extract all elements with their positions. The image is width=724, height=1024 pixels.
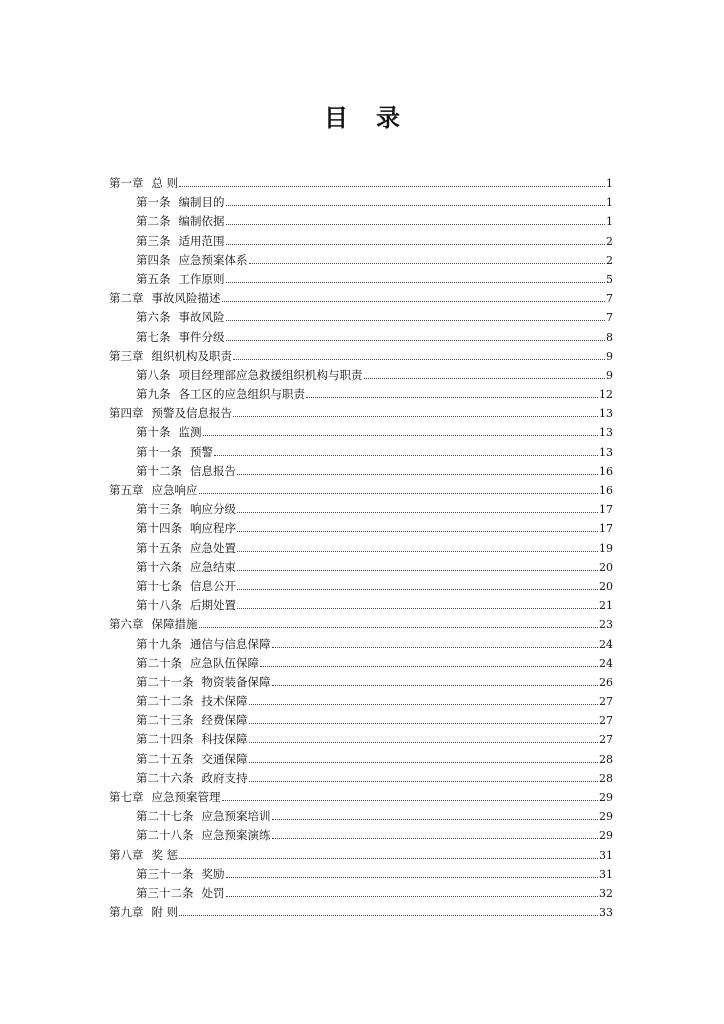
toc-article-entry[interactable] <box>109 423 613 442</box>
toc-entry-number: 第一章 <box>109 176 144 190</box>
toc-page-number: 2 <box>606 253 613 267</box>
toc-entry-label <box>136 558 236 577</box>
dot-leader <box>226 196 606 206</box>
toc-page-number: 9 <box>606 349 613 363</box>
dot-leader <box>179 849 598 859</box>
toc-entry-text: 项目经理部应急救援组织机构与职责 <box>178 367 363 382</box>
toc-article-entry[interactable] <box>109 596 613 615</box>
toc-page-number: 2 <box>606 234 613 248</box>
toc-page-number: 24 <box>599 637 613 651</box>
toc-entry-label <box>109 615 198 634</box>
toc-entry-text: 预警 <box>190 444 213 459</box>
toc-article-entry[interactable] <box>109 730 613 749</box>
toc-entry-label <box>136 769 248 788</box>
toc-article-entry[interactable] <box>109 673 613 692</box>
toc-entry-text: 监测 <box>178 425 202 440</box>
toc-entry-number: 第十二条 <box>136 463 182 478</box>
toc-entry-number: 第十五条 <box>136 540 182 555</box>
toc-entry-number: 第三章 <box>109 348 144 363</box>
dot-leader <box>249 753 599 763</box>
toc-chapter-entry[interactable] <box>109 174 613 193</box>
toc-article-entry[interactable] <box>109 328 613 347</box>
dot-leader <box>179 177 605 187</box>
dot-leader <box>249 714 599 724</box>
toc-page-number: 29 <box>599 791 613 804</box>
toc-entry-label <box>136 385 305 404</box>
toc-entry-number: 第二十一条 <box>136 674 194 689</box>
toc-entry-number: 第十九条 <box>136 636 182 651</box>
toc-page-number: 7 <box>606 311 613 325</box>
toc-entry-label <box>136 807 271 826</box>
toc-chapter-entry[interactable] <box>109 788 613 807</box>
toc-article-entry[interactable] <box>109 366 613 385</box>
toc-entry-text: 经费保障 <box>201 713 248 728</box>
toc-entry-number: 第十一条 <box>136 444 182 459</box>
table-of-contents <box>109 174 613 922</box>
toc-page-number: 1 <box>606 196 613 210</box>
toc-entry-text: 事件分级 <box>178 329 225 344</box>
toc-entry-number: 第三十二条 <box>136 885 194 900</box>
toc-page-number: 32 <box>599 886 613 900</box>
dot-leader <box>237 503 598 513</box>
toc-entry-number: 第十八条 <box>136 598 182 613</box>
toc-chapter-entry[interactable] <box>109 846 613 865</box>
toc-entry-label <box>136 865 225 884</box>
toc-entry-number: 第二十四条 <box>136 732 194 747</box>
toc-article-entry[interactable] <box>109 635 613 654</box>
toc-article-entry[interactable] <box>109 577 613 596</box>
toc-entry-text: 奖 惩 <box>151 847 179 862</box>
toc-entry-number: 第十条 <box>136 425 171 440</box>
toc-entry-label <box>136 232 225 251</box>
dot-leader <box>237 561 598 571</box>
toc-entry-text: 保障措施 <box>151 617 198 632</box>
toc-entry-text: 各工区的应急组织与职责 <box>178 387 305 402</box>
toc-page-number: 17 <box>599 522 613 536</box>
toc-article-entry[interactable] <box>109 251 613 270</box>
toc-entry-number: 第二十三条 <box>136 713 194 728</box>
toc-entry-label <box>136 730 248 749</box>
dot-leader <box>237 542 598 552</box>
toc-page-number: 31 <box>599 867 613 881</box>
toc-entry-number: 第三条 <box>136 233 171 248</box>
toc-entry-text: 信息报告 <box>190 463 236 478</box>
toc-entry-text: 科技保障 <box>201 732 248 747</box>
toc-entry-text: 附 则 <box>151 905 179 920</box>
toc-article-entry[interactable] <box>109 750 613 769</box>
toc-article-entry[interactable] <box>109 385 613 404</box>
toc-entry-text: 应急预案演练 <box>201 828 271 843</box>
dot-leader <box>272 638 599 648</box>
toc-page-number: 27 <box>599 714 613 728</box>
toc-entry-label <box>109 481 198 500</box>
toc-entry-number: 第九条 <box>136 387 171 402</box>
toc-entry-number: 第六章 <box>109 617 144 632</box>
toc-page-number: 20 <box>599 579 613 593</box>
toc-entry-number: 第二十条 <box>136 655 182 670</box>
toc-entry-label <box>136 270 225 289</box>
toc-article-entry[interactable] <box>109 443 613 462</box>
toc-entry-number: 第二十八条 <box>136 828 194 843</box>
toc-page-number: 27 <box>599 695 613 709</box>
toc-entry-label <box>109 404 232 423</box>
toc-page-number: 33 <box>599 906 613 920</box>
toc-article-entry[interactable] <box>109 232 613 251</box>
dot-leader <box>272 829 599 839</box>
toc-entry-text: 信息公开 <box>190 578 236 593</box>
toc-entry-text: 应急预案管理 <box>151 790 221 804</box>
dot-leader <box>226 235 606 245</box>
toc-entry-text: 物资装备保障 <box>201 674 271 689</box>
toc-article-entry[interactable] <box>109 519 613 538</box>
dot-leader <box>203 426 599 436</box>
toc-chapter-entry[interactable] <box>109 903 613 922</box>
toc-entry-number: 第七章 <box>109 790 144 804</box>
toc-entry-text: 技术保障 <box>201 694 248 709</box>
toc-entry-text: 应急处置 <box>190 540 236 555</box>
toc-entry-label <box>136 539 236 558</box>
toc-page-number: 5 <box>606 272 613 286</box>
toc-entry-label <box>136 423 202 442</box>
toc-entry-text: 应急队伍保障 <box>190 655 259 670</box>
toc-article-entry[interactable] <box>109 462 613 481</box>
dot-leader <box>249 772 599 782</box>
toc-entry-label <box>136 635 271 654</box>
toc-page-number: 28 <box>599 771 613 785</box>
toc-entry-label <box>109 289 221 308</box>
toc-article-entry[interactable] <box>109 769 613 788</box>
toc-entry-label <box>136 443 213 462</box>
toc-entry-label <box>109 788 221 807</box>
toc-entry-text: 奖励 <box>201 866 225 881</box>
toc-entry-label <box>136 750 248 769</box>
toc-entry-number: 第六条 <box>136 310 171 325</box>
toc-article-entry[interactable] <box>109 500 613 519</box>
toc-entry-number: 第十四条 <box>136 521 182 536</box>
toc-entry-number: 第十七条 <box>136 578 182 593</box>
toc-page-number: 29 <box>599 810 613 824</box>
toc-entry-text: 工作原则 <box>178 271 225 286</box>
toc-article-entry[interactable] <box>109 865 613 884</box>
toc-entry-text: 响应程序 <box>190 521 236 536</box>
toc-page-number: 19 <box>599 541 613 555</box>
toc-page-number: 20 <box>599 560 613 574</box>
toc-entry-label <box>136 462 236 481</box>
dot-leader <box>226 215 606 225</box>
dot-leader <box>199 618 599 628</box>
dot-leader <box>306 388 598 398</box>
page-title <box>0 98 724 133</box>
toc-page-number: 1 <box>606 215 613 229</box>
toc-entry-text: 适用范围 <box>178 233 225 248</box>
toc-entry-label <box>136 308 225 327</box>
dot-leader <box>226 887 599 897</box>
toc-page-number: 13 <box>599 407 613 421</box>
toc-article-entry[interactable] <box>109 711 613 730</box>
toc-article-entry[interactable] <box>109 539 613 558</box>
toc-page-number: 21 <box>599 599 613 613</box>
toc-entry-text: 事故风险描述 <box>151 291 221 306</box>
toc-entry-number: 第二十二条 <box>136 694 194 709</box>
toc-chapter-entry[interactable] <box>109 347 613 366</box>
toc-chapter-entry[interactable] <box>109 481 613 500</box>
dot-leader <box>199 484 599 494</box>
dot-leader <box>226 311 606 321</box>
toc-page-number: 13 <box>599 445 613 459</box>
toc-entry-text: 应急预案体系 <box>178 252 248 267</box>
toc-entry-text: 总 则 <box>151 176 179 190</box>
dot-leader <box>260 657 598 667</box>
dot-leader <box>226 331 606 341</box>
toc-entry-label <box>109 846 178 865</box>
dot-leader <box>233 350 605 360</box>
toc-chapter-entry[interactable] <box>109 615 613 634</box>
toc-article-entry[interactable] <box>109 308 613 327</box>
toc-entry-label <box>136 577 236 596</box>
toc-article-entry[interactable] <box>109 193 613 212</box>
toc-page-number: 23 <box>599 618 613 632</box>
toc-entry-label <box>136 328 225 347</box>
toc-page-number: 16 <box>599 484 613 497</box>
toc-entry-number: 第四章 <box>109 406 144 421</box>
toc-entry-label <box>109 174 178 193</box>
toc-page-number: 9 <box>606 368 613 382</box>
toc-entry-label <box>136 500 236 519</box>
toc-entry-text: 事故风险 <box>178 310 225 325</box>
toc-page-number: 8 <box>606 330 613 344</box>
toc-page-number: 12 <box>599 388 613 402</box>
dot-leader <box>214 446 598 456</box>
toc-entry-number: 第三十一条 <box>136 866 194 881</box>
toc-article-entry[interactable] <box>109 692 613 711</box>
dot-leader <box>237 465 598 475</box>
toc-entry-number: 第八章 <box>109 847 144 862</box>
toc-entry-text: 后期处置 <box>190 598 236 613</box>
toc-page-number: 27 <box>599 733 613 747</box>
toc-entry-label <box>136 692 248 711</box>
toc-page-number: 31 <box>599 848 613 862</box>
toc-page-number: 13 <box>599 426 613 440</box>
dot-leader <box>364 369 606 379</box>
dot-leader <box>222 292 606 302</box>
toc-entry-text: 应急结束 <box>190 559 236 574</box>
toc-entry-number: 第五章 <box>109 483 144 497</box>
toc-entry-label <box>136 193 225 212</box>
toc-entry-label <box>136 884 225 903</box>
toc-entry-label <box>136 711 248 730</box>
toc-page-number: 1 <box>606 177 613 190</box>
toc-article-entry[interactable] <box>109 807 613 826</box>
toc-entry-text: 预警及信息报告 <box>151 406 232 421</box>
toc-article-entry[interactable] <box>109 212 613 231</box>
toc-entry-number: 第九章 <box>109 905 144 920</box>
toc-page-number: 17 <box>599 503 613 517</box>
dot-leader <box>179 906 598 916</box>
toc-entry-number: 第八条 <box>136 367 171 382</box>
toc-entry-label <box>136 519 236 538</box>
toc-entry-number: 第二十六条 <box>136 770 194 785</box>
toc-entry-text: 响应分级 <box>190 502 236 517</box>
toc-entry-text: 处罚 <box>201 885 225 900</box>
dot-leader <box>226 273 606 283</box>
toc-entry-label <box>109 347 232 366</box>
dot-leader <box>272 810 599 820</box>
dot-leader <box>237 580 598 590</box>
toc-page-number: 28 <box>599 752 613 766</box>
toc-page-number: 24 <box>599 656 613 670</box>
toc-entry-label <box>136 251 248 270</box>
toc-entry-number: 第二条 <box>136 214 171 229</box>
title-char-1: 目 <box>324 104 348 132</box>
dot-leader <box>249 695 599 705</box>
toc-entry-number: 第七条 <box>136 329 171 344</box>
title-char-2: 录 <box>376 104 400 132</box>
toc-entry-text: 编制依据 <box>178 214 225 229</box>
toc-entry-label <box>136 212 225 231</box>
toc-article-entry[interactable] <box>109 270 613 289</box>
toc-article-entry[interactable] <box>109 826 613 845</box>
toc-page-number: 7 <box>606 292 613 306</box>
toc-article-entry[interactable] <box>109 654 613 673</box>
toc-entry-text: 组织机构及职责 <box>151 348 232 363</box>
toc-entry-number: 第二章 <box>109 291 144 306</box>
toc-entry-number: 第十三条 <box>136 502 182 517</box>
toc-chapter-entry[interactable] <box>109 404 613 423</box>
toc-article-entry[interactable] <box>109 558 613 577</box>
toc-entry-text: 通信与信息保障 <box>190 636 271 651</box>
toc-page-number: 16 <box>599 464 613 478</box>
toc-entry-text: 应急预案培训 <box>201 809 271 824</box>
toc-entry-label <box>136 654 259 673</box>
toc-entry-number: 第十六条 <box>136 559 182 574</box>
toc-entry-text: 政府支持 <box>201 770 248 785</box>
toc-article-entry[interactable] <box>109 884 613 903</box>
toc-entry-number: 第一条 <box>136 195 171 210</box>
toc-page-number: 26 <box>599 675 613 689</box>
dot-leader <box>222 791 599 801</box>
dot-leader <box>272 676 599 686</box>
toc-entry-number: 第四条 <box>136 252 171 267</box>
toc-entry-text: 交通保障 <box>201 751 248 766</box>
toc-entry-number: 第二十七条 <box>136 809 194 824</box>
toc-entry-label <box>136 366 363 385</box>
toc-entry-number: 第五条 <box>136 271 171 286</box>
dot-leader <box>237 522 598 532</box>
dot-leader <box>226 868 599 878</box>
toc-entry-label <box>136 826 271 845</box>
toc-entry-text: 应急响应 <box>151 483 198 497</box>
dot-leader <box>237 599 598 609</box>
dot-leader <box>249 254 606 264</box>
toc-entry-label <box>136 673 271 692</box>
dot-leader <box>249 733 599 743</box>
toc-page-number: 29 <box>599 829 613 843</box>
toc-chapter-entry[interactable] <box>109 289 613 308</box>
dot-leader <box>233 407 598 417</box>
toc-entry-label <box>136 596 236 615</box>
toc-entry-number: 第二十五条 <box>136 751 194 766</box>
toc-entry-text: 编制目的 <box>178 195 225 210</box>
toc-entry-label <box>109 903 178 922</box>
